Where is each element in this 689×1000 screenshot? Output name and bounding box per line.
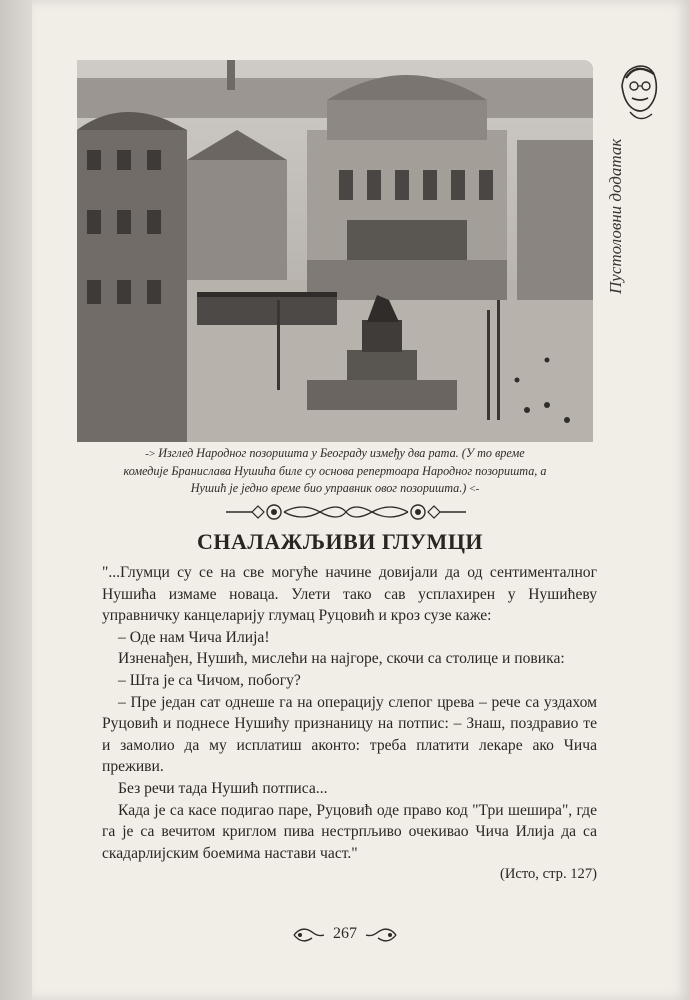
caption-arrow-left: -> (145, 448, 156, 460)
decorative-divider-icon (222, 500, 470, 524)
photo-caption (60, 445, 610, 498)
historic-photo-icon (77, 60, 593, 442)
running-head: Пустоловни додатак (606, 138, 625, 294)
caption-line-2: комедије Бранислава Нушића биле су основа репертоара Народног позоришта, а (123, 464, 547, 478)
author-portrait-icon (612, 58, 662, 126)
caption-line-3: Нушић је једно време био управник овог позоришта.) (190, 481, 467, 495)
paragraph: Изненађен, Нушић, мислећи на најгоре, скочи са столице и повика: (118, 650, 565, 668)
paragraph: Када је са касе подигао паре, Руцовић оде право код "Три шешира", где га је са вечитом криглом пива нестрпљиво очекивао Чича Илија да са скадарлијским боемима настави част." (102, 801, 597, 862)
page-edge (0, 0, 32, 1000)
story-body (102, 562, 597, 886)
paragraph: Без речи тада Нушић потписа... (118, 779, 328, 797)
story-heading: СНАЛАЖЉИВИ ГЛУМЦИ (196, 529, 484, 554)
caption-line-1: Изглед Народног позоришта у Београду између два рата. (У то време (158, 446, 525, 460)
paragraph: – Пре један сат однеше га на операцију слепог црева – рече са уздахом Руцовић и поднесе Нушићу признаницу на потпис: – Знаш, поздравио те и замолио да му исплатиш аконто: треба платити лекаре ако Чича преживи. (102, 693, 597, 776)
historic-photo (77, 60, 593, 442)
paragraph: "...Глумци су се на све могуће начине довијали да од сентименталног Нушића измаме новаца. Улети тако сав усплахирен у Нушићеву управничку канцеларију глумац Руцовић и кроз сузе каже: (102, 564, 597, 625)
page-number: 267 (290, 920, 400, 950)
source-reference: (Исто, стр. 127) (499, 866, 597, 883)
caption-arrow-right: <- (469, 483, 480, 495)
paragraph: – Оде нам Чича Илија! (118, 628, 270, 646)
paragraph: – Шта је са Чичом, побогу? (118, 671, 301, 689)
